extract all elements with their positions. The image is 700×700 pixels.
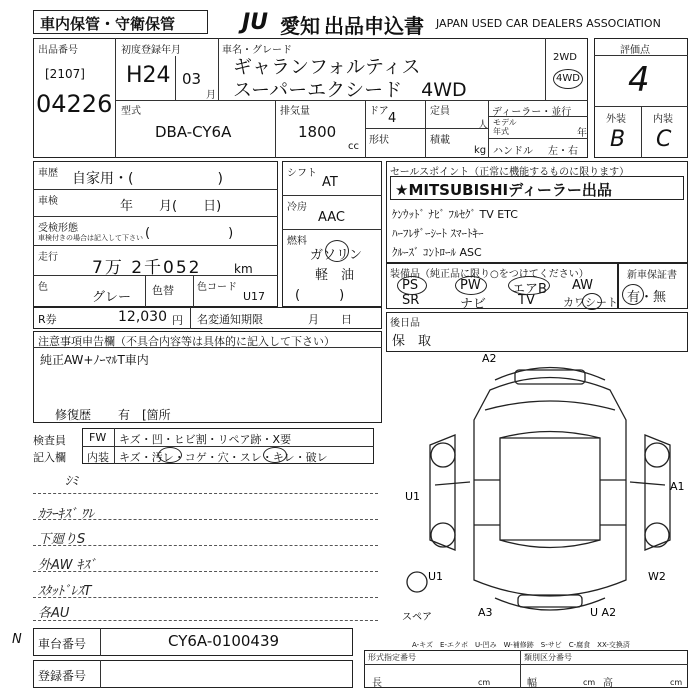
int-circle-1 bbox=[158, 447, 182, 463]
fw-label: FW bbox=[89, 431, 107, 444]
mark-left-rear: U1 bbox=[428, 570, 444, 583]
mark-front: A2 bbox=[482, 352, 497, 365]
warranty-circle bbox=[622, 284, 644, 305]
ju-logo: JU bbox=[242, 10, 269, 35]
shift-label: シフト bbox=[287, 168, 317, 179]
sales-headline: ★MITSUBISHIディーラー出品 bbox=[395, 181, 612, 199]
notes-text: 純正AW+ﾉｰﾏﾙT車内 bbox=[40, 353, 149, 367]
year-unit: 年 bbox=[577, 128, 587, 139]
width-unit: cm bbox=[583, 678, 596, 687]
capacity-unit: 人 bbox=[478, 120, 488, 131]
displacement-unit: cc bbox=[348, 141, 359, 152]
price-value: 12,030 bbox=[118, 309, 167, 325]
model-name-label: 車名・グレード bbox=[222, 45, 292, 56]
shape-label: 形状 bbox=[369, 135, 389, 146]
ac-label: 冷房 bbox=[287, 202, 307, 213]
equip-sr: SR bbox=[402, 293, 420, 308]
score-value: 4 bbox=[628, 60, 650, 100]
fuel-value-other: ( ) bbox=[295, 288, 345, 303]
mark-rear-right: U A2 bbox=[590, 606, 617, 619]
first-reg-label: 初度登録年月 bbox=[121, 45, 181, 56]
load-unit: kg bbox=[474, 145, 487, 156]
ac-value: AAC bbox=[318, 210, 345, 225]
equip-ps: PS bbox=[402, 278, 419, 293]
load-label: 積載 bbox=[430, 135, 450, 146]
interior-value: C bbox=[656, 127, 672, 152]
history-value: 自家用・( ) bbox=[72, 171, 223, 187]
inspection-value: 年 月( 日) bbox=[120, 199, 222, 214]
lot-code: [2107] bbox=[45, 67, 85, 81]
height-unit: cm bbox=[670, 678, 683, 687]
lot-number: 04226 bbox=[36, 90, 113, 118]
margin-mark: N bbox=[12, 632, 22, 647]
fuel-label: 燃料 bbox=[287, 236, 307, 247]
storage-label: 車内保管・守衛保管 bbox=[40, 15, 176, 33]
lot-label: 出品番号 bbox=[38, 45, 78, 56]
warranty-value: 有・無 bbox=[627, 290, 667, 305]
int-label: 内装 bbox=[87, 451, 109, 464]
exterior-value: B bbox=[610, 127, 626, 152]
after-process-block bbox=[386, 312, 688, 352]
sales-points-label: セールスポイント（正常に機能するものに限ります） bbox=[390, 167, 630, 178]
handwritten-note-6: 各AU bbox=[38, 606, 70, 621]
model-code-value: DBA-CY6A bbox=[155, 123, 232, 141]
equip-tv: TV bbox=[518, 293, 535, 308]
first-reg-month: 03 bbox=[182, 70, 202, 88]
fw-items: キズ・凹・ヒビ割・リペア跡・X要 bbox=[119, 433, 292, 446]
reg-label: 登録番号 bbox=[38, 669, 87, 683]
model-code-label: 型式 bbox=[121, 106, 141, 117]
doors-label: ドア bbox=[369, 106, 389, 117]
first-reg-era: H24 bbox=[126, 63, 171, 88]
price-label: R券 bbox=[38, 313, 57, 326]
displacement-value: 1800 bbox=[298, 123, 337, 141]
mark-rear-left: A3 bbox=[478, 606, 493, 619]
color-code-value: U17 bbox=[243, 290, 266, 303]
mileage-value: 7万 2千052 bbox=[92, 258, 202, 278]
sales-line-3: ｸﾙｰｽﾞ ｺﾝﾄﾛｰﾙ ASC bbox=[392, 246, 482, 259]
model-name: ギャランフォルティス bbox=[233, 56, 421, 78]
color-label: 色 bbox=[38, 282, 48, 293]
notes-label: 注意事項申告欄（不具合内容等は具体的に記入して下さい） bbox=[38, 335, 335, 348]
equip-aw: AW bbox=[572, 278, 594, 293]
recycle-label: 受検形態 bbox=[38, 223, 78, 234]
equip-seat-circle bbox=[582, 293, 602, 310]
width-label: 幅 bbox=[527, 678, 537, 689]
sales-line-2: ﾊｰﾌﾚｻﾞｰｼｰﾄ ｽﾏｰﾄｷｰ bbox=[392, 227, 484, 240]
car-diagram bbox=[400, 350, 700, 640]
month-unit: 月 bbox=[206, 90, 216, 101]
score-label: 評価点 bbox=[620, 45, 650, 56]
class-label: 類別区分番号 bbox=[524, 653, 572, 662]
sales-line-1: ｹﾝｳｯﾄﾞ ﾅﾋﾞ ﾌﾙｾｸﾞ TV ETC bbox=[392, 208, 518, 221]
equip-seat: カワシート bbox=[563, 296, 618, 309]
name-change-value: 月 日 bbox=[308, 313, 352, 326]
color-value: グレー bbox=[92, 290, 132, 305]
dealer-label: ディーラー・並行 bbox=[492, 107, 572, 118]
handwritten-note-3: 下廻りS bbox=[38, 532, 86, 547]
history-label: 車歴 bbox=[38, 168, 58, 179]
damage-legend: A-キズ E-エクボ U-凹み W-補修跡 S-サビ C-腐食 XX-交換済 bbox=[412, 641, 630, 649]
repair-value: 有 [箇所 bbox=[118, 408, 171, 422]
equip-pw: PW bbox=[460, 278, 481, 293]
displacement-label: 排気量 bbox=[280, 106, 310, 117]
price-unit: 円 bbox=[172, 314, 183, 327]
capacity-label: 定員 bbox=[430, 106, 450, 117]
handwritten-note-4: 外AW ｷｽﾞ bbox=[38, 558, 97, 573]
mark-right-front: A1 bbox=[670, 480, 685, 493]
exterior-label: 外装 bbox=[606, 114, 626, 125]
int-circle-2 bbox=[263, 447, 287, 463]
inspection-label: 車検 bbox=[38, 196, 58, 207]
drive-4wd-circled: 4WD bbox=[553, 69, 583, 89]
handle-value: 左・右 bbox=[548, 146, 578, 157]
warranty-label: 新車保証書 bbox=[627, 270, 677, 281]
fuel-value-diesel: 軽 油 bbox=[315, 268, 355, 283]
inspector-label: 検査員 bbox=[33, 434, 66, 447]
color-change-label: 色替 bbox=[152, 284, 174, 297]
equip-airbag: エアB bbox=[512, 282, 547, 297]
mark-left-front: U1 bbox=[405, 490, 421, 503]
model-year-label: モデル年式 bbox=[493, 118, 517, 136]
length-label: 長 bbox=[372, 678, 382, 689]
handle-label: ハンドル bbox=[493, 146, 533, 157]
equipment-label: 装備品（純正品に限り○をつけてください） bbox=[390, 269, 589, 280]
mileage-unit: km bbox=[234, 262, 253, 276]
association-name: JAPAN USED CAR DEALERS ASSOCIATION bbox=[436, 17, 661, 30]
fuel-selected-circle bbox=[325, 240, 349, 262]
equip-pw-circle bbox=[455, 276, 487, 295]
after-process-value: 保 取 bbox=[392, 334, 432, 349]
mark-right-rear: W2 bbox=[648, 570, 666, 583]
equip-navi: ナビ bbox=[460, 297, 487, 312]
mileage-label: 走行 bbox=[38, 252, 58, 263]
handwritten-note-2: ｶﾗｰｷｽﾞ ﾜﾚ bbox=[38, 507, 95, 522]
name-change-label: 名変通知期限 bbox=[197, 313, 263, 326]
storage-label-box bbox=[33, 10, 208, 34]
drive-2wd: 2WD bbox=[553, 52, 577, 63]
fuel-value-gasoline: ガソリン bbox=[310, 248, 363, 263]
mark-spare: スペア bbox=[402, 612, 432, 623]
aichi-label: 愛知 bbox=[280, 14, 320, 38]
equip-ps-circle bbox=[397, 276, 427, 295]
sales-headline-box bbox=[390, 176, 684, 200]
recycle-value: ( ) bbox=[145, 226, 234, 241]
repair-label: 修復歴 bbox=[55, 408, 92, 422]
handwritten-note-1: ｼﾐ bbox=[65, 474, 78, 489]
interior-label: 内装 bbox=[653, 114, 673, 125]
form-label: 形式指定番号 bbox=[368, 653, 416, 662]
color-code-label: 色コード bbox=[197, 282, 237, 293]
chassis-value: CY6A-0100439 bbox=[168, 632, 280, 650]
sheet-title: 出品申込書 bbox=[324, 14, 424, 38]
length-unit: cm bbox=[478, 678, 491, 687]
height-label: 高 bbox=[603, 678, 613, 689]
handwritten-note-5: ｽﾀｯﾄﾞﾚｽT bbox=[38, 584, 92, 599]
chassis-label: 車台番号 bbox=[38, 637, 87, 651]
int-items: キズ・汚レ・コゲ・穴・スレ・キレ・破レ bbox=[119, 451, 328, 464]
equip-airbag-circle bbox=[508, 276, 550, 295]
doors-value: 4 bbox=[388, 111, 397, 126]
fill-label: 記入欄 bbox=[33, 451, 66, 464]
recycle-note: 車検付きの場合は記入して下さい bbox=[38, 234, 143, 242]
model-grade: スーパーエクシード 4WD bbox=[233, 79, 467, 101]
shift-value: AT bbox=[322, 175, 338, 190]
after-process-label: 後日品 bbox=[390, 318, 420, 329]
